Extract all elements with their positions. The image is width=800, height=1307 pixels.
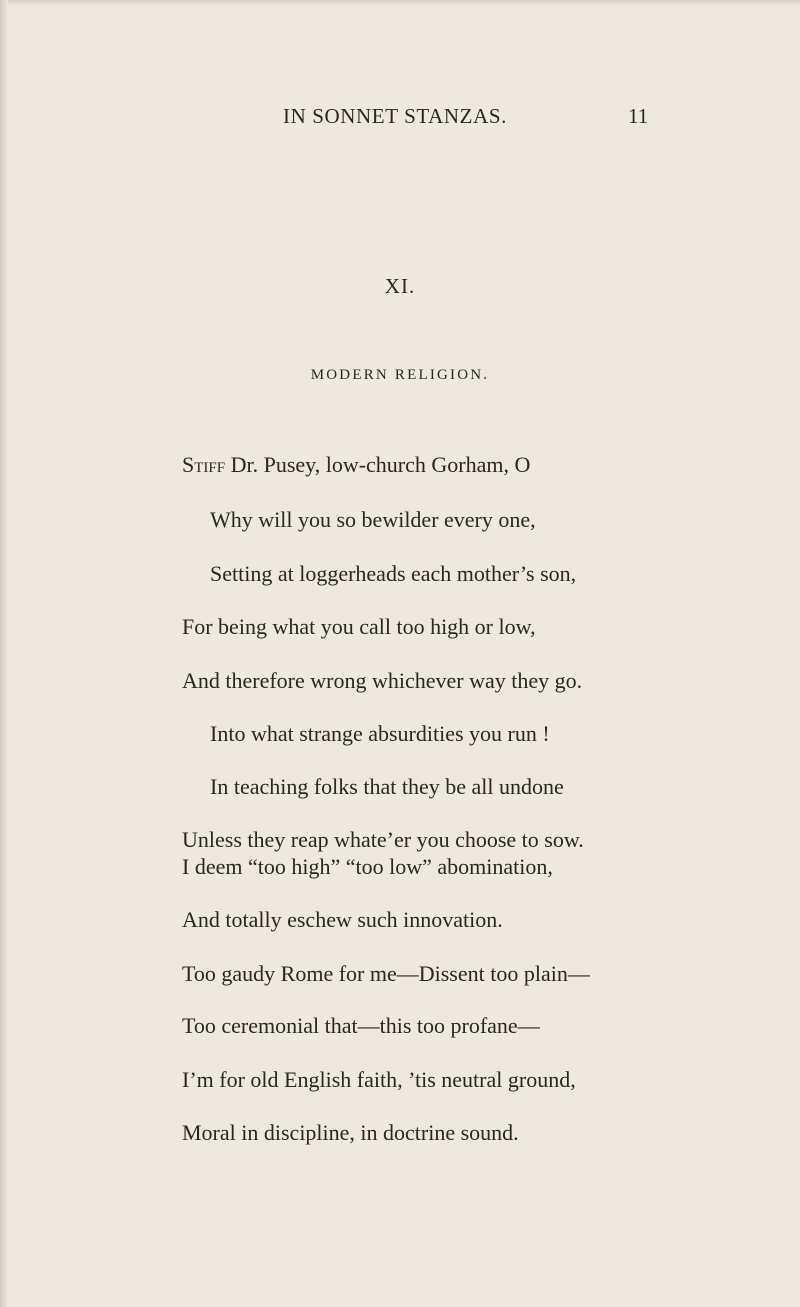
- page-top-edge: [0, 0, 800, 6]
- verse-line-2: Why will you so bewilder every one,: [210, 507, 536, 532]
- verse-line-1: [182, 450, 530, 480]
- sonnet-title: MODERN RELIGION.: [310, 367, 490, 383]
- verse-line-11: Too gaudy Rome for me—Dissent too plain—: [182, 961, 590, 986]
- verse-line-7: In teaching folks that they be all undone: [210, 774, 564, 799]
- verse-line-14: Moral in discipline, in doctrine sound.: [182, 1120, 519, 1145]
- running-head-title: IN SONNET STANZAS.: [283, 104, 507, 128]
- verse-line-1-text: Dr. Pusey, low-church Gorham, O: [230, 452, 531, 477]
- opening-word: Stiff: [182, 452, 226, 477]
- page-number: 11: [628, 104, 649, 128]
- verse-line-3: Setting at loggerheads each mother’s son,: [210, 561, 577, 586]
- verse-line-5: And therefore wrong whichever way they go.: [182, 668, 583, 693]
- sonnet-number: XI.: [384, 274, 416, 298]
- verse-line-4: For being what you call too high or low,: [182, 614, 536, 639]
- verse-line-8: Unless they reap whate’er you choose to sow.: [182, 827, 584, 852]
- verse-line-13: I’m for old English faith, ’tis neutral ground,: [182, 1067, 576, 1092]
- verse-line-10: And totally eschew such innovation.: [182, 907, 503, 932]
- verse-line-6: Into what strange absurdities you run !: [210, 721, 550, 746]
- verse-line-12: Too ceremonial that—this too profane—: [182, 1013, 540, 1038]
- page-left-edge: [0, 0, 8, 1307]
- verse-line-9: I deem “too high” “too low” abomination,: [182, 854, 553, 879]
- running-head: [0, 104, 800, 134]
